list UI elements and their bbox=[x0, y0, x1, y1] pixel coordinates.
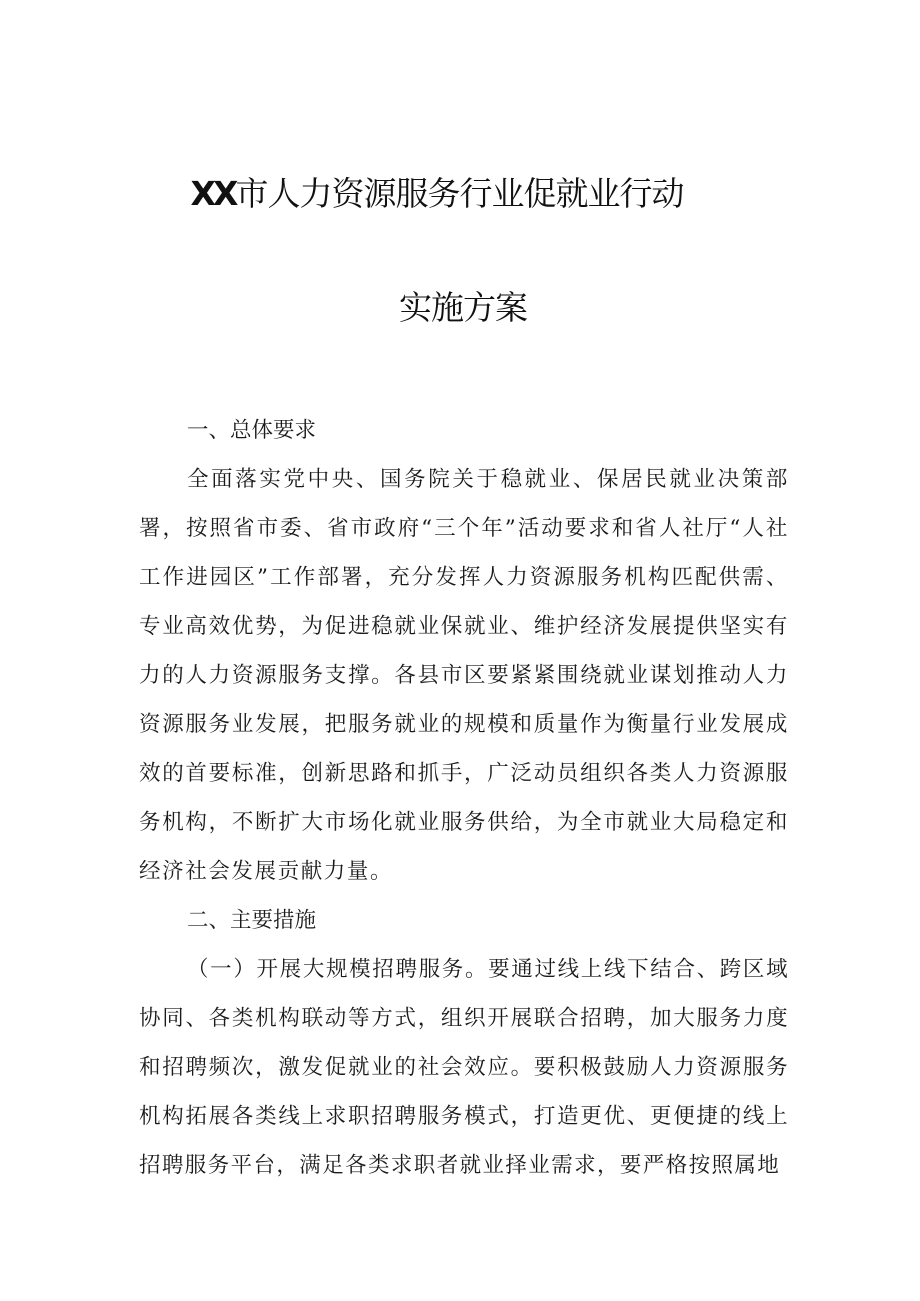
section-heading-main-measures: 二、主要措施 bbox=[187, 908, 317, 933]
document-body bbox=[139, 406, 789, 1190]
paragraph-recruitment-services: （一）开展大规模招聘服务。要通过线上线下结合、跨区域协同、各类机构联动等方式，组织开展联合招聘，加大服务力度和招聘频次，激发促就业的社会效应。要积极鼓励人力资源服务机构拓展各类线上求职招聘服务模式，打造更优、更便捷的线上招聘服务平台，满足各类求职者就业择业需求，要严格按照属地 bbox=[139, 957, 789, 1178]
paragraph-overall-requirements: 全面落实党中央、国务院关于稳就业、保居民就业决策部署，按照省市委、省市政府“三个年”活动要求和省人社厅“人社工作进园区”工作部署，充分发挥人力资源服务机构匹配供需、专业高效优势，为促进稳就业保就业、维护经济发展提供坚实有力的人力资源服务支撑。各县市区要紧紧围绕就业谋划推动人力资源服务业发展，把服务就业的规模和质量作为衡量行业发展成效的首要标准，创新思路和抓手，广泛动员组织各类人力资源服务机构，不断扩大市场化就业服务供给，为全市就业大局稳定和经济社会发展贡献力量。 bbox=[139, 467, 789, 884]
document-title-line-2: 实施方案 bbox=[399, 288, 527, 327]
title-prefix: XX bbox=[190, 174, 236, 213]
section-heading-overall-requirements: 一、总体要求 bbox=[187, 418, 317, 443]
title-text: 市人力资源服务行业促就业行动 bbox=[235, 174, 684, 213]
document-title-line-1 bbox=[0, 168, 897, 215]
